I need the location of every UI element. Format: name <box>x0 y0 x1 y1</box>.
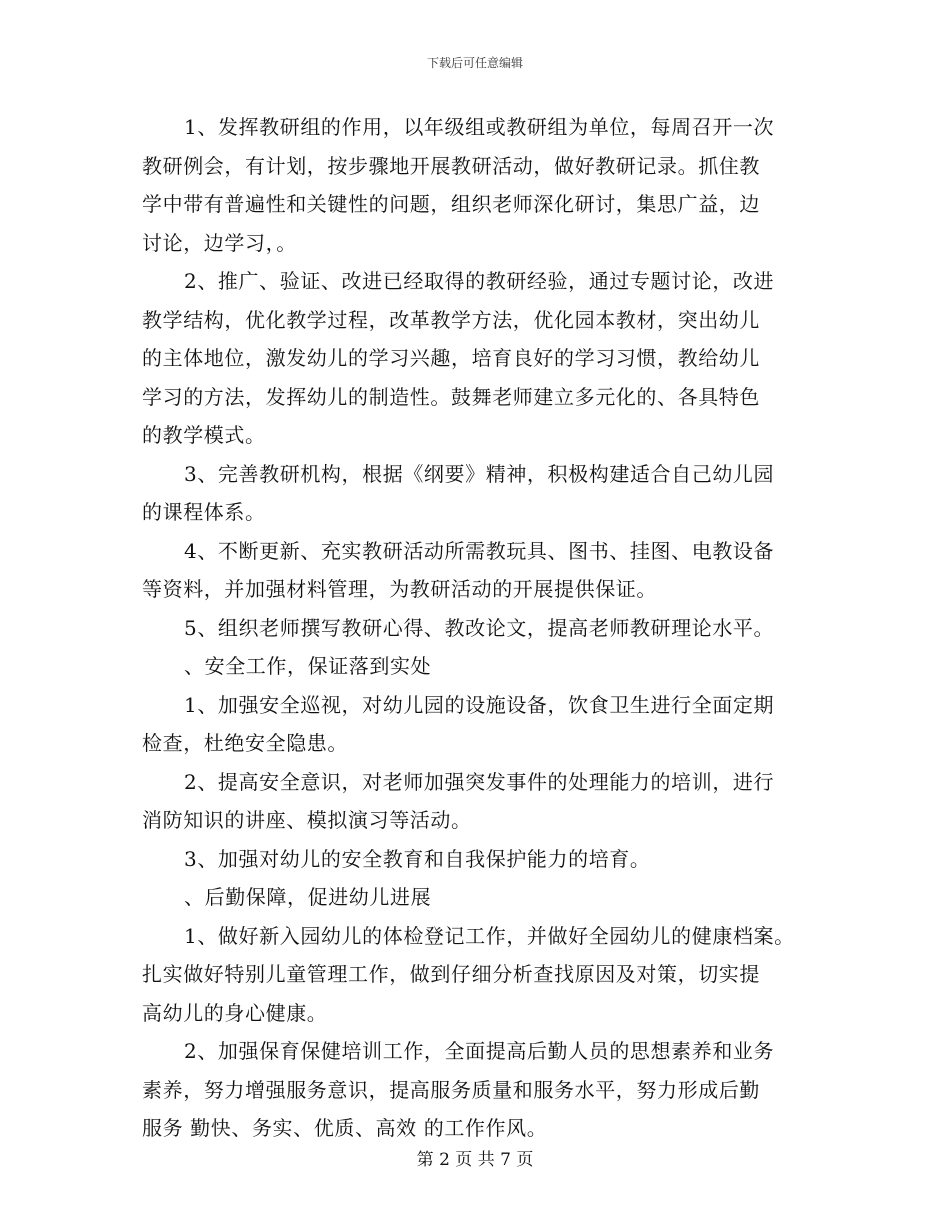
text-line: 2、提高安全意识，对老师加强突发事件的处理能力的培训，进行 <box>184 769 775 794</box>
text-line: 、后勤保障，促进幼儿进展 <box>184 885 432 909</box>
text-line: 学习的方法，发挥幼儿的制造性。鼓舞老师建立多元化的、各具特色 <box>142 384 760 409</box>
text-line: 5、组织老师撰写教研心得、教改论文，提高老师教研理论水平。 <box>184 615 775 640</box>
text-line: 扎实做好特别儿童管理工作，做到仔细分析查找原因及对策，切实提 <box>142 962 760 986</box>
text-line: 2、推广、验证、改进已经取得的教研经验，通过专题讨论，改进 <box>184 269 775 293</box>
text-line: 3、完善教研机构，根据《纲要》精神，积极构建适合自己幼儿园 <box>184 461 775 486</box>
text-line: 4、不断更新、充实教研活动所需教玩具、图书、挂图、电教设备 <box>184 538 775 563</box>
text-line: 检查，杜绝安全隐患。 <box>142 731 348 755</box>
text-line: 服务 勤快、务实、优质、高效 的工作作风。 <box>142 1116 548 1140</box>
document-body <box>142 108 822 1148</box>
text-line: 、安全工作，保证落到实处 <box>184 654 432 678</box>
text-line: 教学结构，优化教学过程，改革教学方法，优化园本教材，突出幼儿 <box>142 307 760 332</box>
text-line: 讨论，边学习，。 <box>142 230 297 255</box>
text-line: 1、加强安全巡视，对幼儿园的设施设备，饮食卫生进行全面定期 <box>184 692 775 717</box>
text-line: 的主体地位，激发幼儿的学习兴趣，培育良好的学习习惯，教给幼儿 <box>142 346 760 370</box>
page-footer: 第 2 页 共 7 页 <box>416 1150 534 1170</box>
text-line: 教研例会，有计划，按步骤地开展教研活动，做好教研记录。抓住教 <box>142 153 760 178</box>
text-line: 2、加强保育保健培训工作，全面提高后勤人员的思想素养和业务 <box>184 1039 775 1063</box>
text-line: 等资料，并加强材料管理，为教研活动的开展提供保证。 <box>142 577 657 601</box>
text-line: 消防知识的讲座、模拟演习等活动。 <box>142 808 472 832</box>
text-line: 的课程体系。 <box>142 500 266 524</box>
text-line: 的教学模式。 <box>142 423 266 447</box>
text-line: 素养，努力增强服务意识，提高服务质量和服务水平，努力形成后勤 <box>142 1077 760 1102</box>
text-line: 高幼儿的身心健康。 <box>142 1000 328 1025</box>
page-header: 下载后可任意编辑 <box>426 56 523 70</box>
text-line: 1、做好新入园幼儿的体检登记工作，并做好全园幼儿的健康档案。 <box>184 923 795 948</box>
text-line: 学中带有普遍性和关键性的问题，组织老师深化研讨，集思广益，边 <box>142 192 760 216</box>
text-line: 3、加强对幼儿的安全教育和自我保护能力的培育。 <box>184 846 651 871</box>
text-line: 1、发挥教研组的作用，以年级组或教研组为单位，每周召开一次 <box>184 115 775 139</box>
